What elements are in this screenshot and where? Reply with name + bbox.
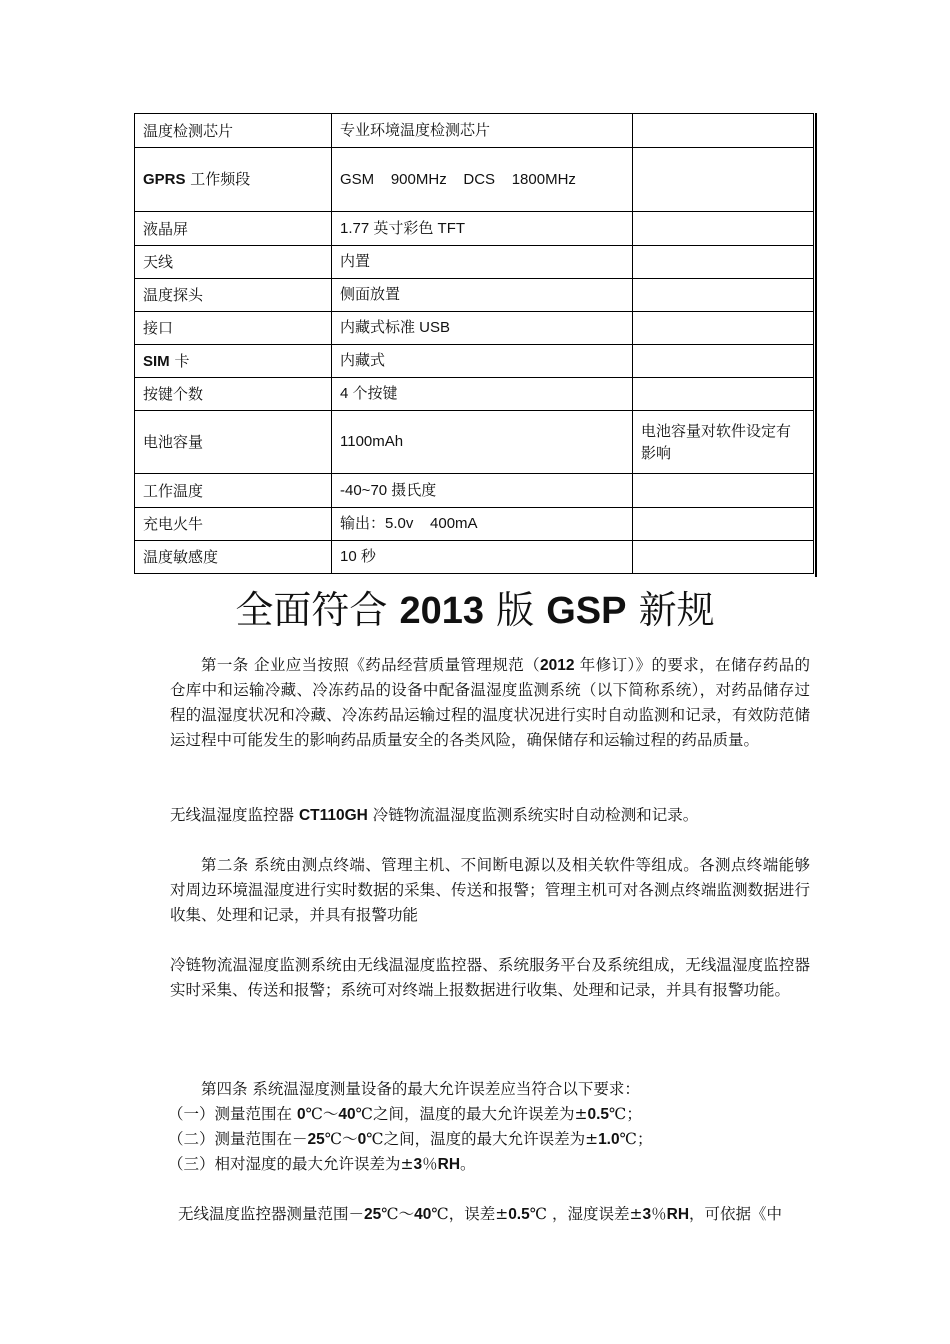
table-row: [135, 378, 814, 411]
spec-name: 电池容量: [143, 433, 204, 451]
spec-value-cell: 内藏式标准 USB: [332, 312, 633, 345]
item-2-text-a: （二）测量范围在－: [168, 1130, 308, 1148]
item-2-v1: 25: [307, 1131, 325, 1148]
spec-value-cell: 10 秒: [332, 541, 633, 574]
spec-name-cell: [135, 148, 332, 212]
spec-name: 工作温度: [143, 481, 204, 500]
note-4-text-d: ℃ ，湿度误差±: [529, 1205, 643, 1223]
item-3-text-b: ％: [422, 1155, 438, 1173]
title-year: 2013: [399, 590, 485, 632]
note-4-text-c: ℃，误差±: [431, 1205, 509, 1223]
item-3-v1: 3: [413, 1156, 423, 1173]
item-1-text-c: ℃之间，温度的最大允许误差为±: [355, 1105, 588, 1123]
spec-name: 充电火牛: [143, 515, 204, 533]
note-4-paragraph: [178, 1202, 818, 1227]
page-title: [0, 584, 950, 637]
article-1-year: 2012: [540, 657, 575, 674]
spec-value-cell: 1100mAh: [332, 411, 633, 474]
note-1-model: CT110GH: [298, 807, 368, 824]
spec-name-cell: [135, 474, 332, 508]
item-1-v2: 40: [338, 1106, 356, 1123]
spec-note-cell: [633, 474, 814, 508]
spec-note-cell: [633, 378, 814, 411]
spec-value-cell: 内藏式: [332, 345, 633, 378]
spec-name: 按键个数: [143, 385, 204, 403]
spec-name-cell: [135, 312, 332, 345]
spec-name-cell: [135, 246, 332, 279]
item-3-v2: RH: [437, 1156, 461, 1173]
note-1-paragraph: [170, 803, 810, 828]
note-4-v5: RH: [666, 1206, 690, 1223]
spec-value-cell: 1.77 英寸彩色 TFT: [332, 212, 633, 246]
spec-value-cell: GSM 900MHz DCS 1800MHz: [332, 148, 633, 212]
item-2-v2: 0: [357, 1131, 367, 1148]
item-1-v3: 0.5: [587, 1106, 610, 1123]
note-4-text-a: 无线温度监控器测量范围－: [178, 1205, 365, 1223]
item-2-text-c: ℃之间，温度的最大允许误差为±: [366, 1130, 599, 1148]
item-1-text-d: ℃；: [609, 1105, 642, 1123]
spec-value-cell: 内置: [332, 246, 633, 279]
spec-name: 工作频段: [185, 170, 251, 188]
article-4-heading: 第四条 系统温湿度测量设备的最大允许误差应当符合以下要求：: [201, 1080, 640, 1098]
spec-note-cell: [633, 541, 814, 574]
article-4-item-3: [168, 1152, 808, 1177]
table-row: [135, 508, 814, 541]
spec-note-cell: [633, 212, 814, 246]
table-row: [135, 212, 814, 246]
article-1-text-b: 年修订）》的要求，在储存药品的仓库中和运输冷藏、冷冻药品的设备中配备温湿度监测系统（以下简称系统），对药品储存过程的温湿度状况和冷藏、冷冻药品运输过程的温度状况进行实时自动监测和记录，有效防范储运过程中可能发生的影响药品质量安全的各类风险，确保储存和运输过程的药品质量。: [170, 656, 810, 749]
spec-value-cell: 专业环境温度检测芯片: [332, 114, 633, 148]
spec-name-cell: [135, 378, 332, 411]
note-4-v4: 3: [642, 1206, 652, 1223]
article-1-paragraph: [170, 653, 810, 753]
spec-note-cell: 电池容量对软件设定有影响: [633, 411, 814, 474]
spec-note-cell: [633, 279, 814, 312]
spec-value-cell: 4 个按键: [332, 378, 633, 411]
title-gsp: GSP: [546, 590, 627, 632]
item-1-text-b: ℃～: [305, 1105, 339, 1123]
spec-name-cell: [135, 541, 332, 574]
spec-name: 天线: [143, 253, 174, 271]
spec-name-cell: [135, 508, 332, 541]
note-4-text-e: ％: [651, 1205, 667, 1223]
title-text-1: 全面符合: [235, 588, 400, 632]
article-4-item-2: [168, 1127, 808, 1152]
note-4-v1: 25: [364, 1206, 382, 1223]
spec-name-cell: [135, 411, 332, 474]
item-1-text-a: （一）测量范围在: [168, 1105, 297, 1123]
spec-note-cell: [633, 148, 814, 212]
note-1-text-a: 无线温湿度监控器: [170, 806, 299, 824]
table-row: [135, 345, 814, 378]
spec-name: 液晶屏: [143, 219, 189, 238]
article-2-paragraph: 第二条 系统由测点终端、管理主机、不间断电源以及相关软件等组成。各测点终端能够对周边环境温湿度进行实时数据的采集、传送和报警；管理主机可对各测点终端监测数据进行收集、处理和记录，并具有报警功能: [170, 856, 810, 924]
item-3-text-c: 。: [460, 1155, 476, 1173]
note-2-paragraph: 冷链物流温湿度监测系统由无线温湿度监控器、系统服务平台及系统组成，无线温湿度监控器实时采集、传送和报警；系统可对终端上报数据进行收集、处理和记录，并具有报警功能。: [170, 956, 810, 999]
table-row: [135, 474, 814, 508]
spec-name: 温度检测芯片: [143, 121, 234, 140]
item-1-v1: 0: [296, 1106, 306, 1123]
spec-name-prefix: GPRS: [143, 171, 186, 188]
item-2-text-d: ℃；: [619, 1130, 653, 1148]
article-1-text-a: 第一条 企业应当按照《药品经营质量管理规范（: [201, 656, 540, 674]
spec-note-cell: [633, 508, 814, 541]
item-3-text-a: （三）相对湿度的最大允许误差为±: [168, 1155, 414, 1173]
spec-name: 温度敏感度: [143, 548, 219, 566]
spec-table: [134, 113, 814, 574]
table-row: [135, 541, 814, 574]
spec-name-cell: [135, 114, 332, 148]
spec-note-cell: [633, 114, 814, 148]
spec-value-cell: -40~70 摄氏度: [332, 474, 633, 508]
table-row: [135, 246, 814, 279]
spec-note-cell: [633, 345, 814, 378]
spec-name-cell: [135, 345, 332, 378]
spec-name-prefix: SIM: [143, 352, 170, 370]
note-4-text-b: ℃～: [381, 1205, 415, 1223]
spec-value-cell: 输出：5.0v 400mA: [332, 508, 633, 541]
item-2-v3: 1.0: [598, 1131, 620, 1148]
spec-name: 卡: [169, 351, 190, 370]
table-row: [135, 148, 814, 212]
title-text-2: 版: [484, 588, 547, 632]
title-text-3: 新规: [626, 588, 715, 632]
table-row: [135, 279, 814, 312]
note-4-v3: 0.5: [508, 1206, 530, 1223]
note-4-text-f: ，可依据《中: [689, 1205, 783, 1223]
spec-note-cell: [633, 312, 814, 345]
table-row: [135, 312, 814, 345]
spec-name-cell: [135, 212, 332, 246]
item-2-text-b: ℃～: [324, 1130, 358, 1148]
spec-value-cell: 侧面放置: [332, 279, 633, 312]
table-row: [135, 411, 814, 474]
note-4-v2: 40: [414, 1206, 432, 1223]
article-4-item-1: [168, 1102, 808, 1127]
spec-name: 接口: [143, 319, 174, 337]
note-1-text-b: 冷链物流温湿度监测系统实时自动检测和记录。: [367, 806, 699, 824]
table-right-border: [815, 113, 817, 577]
spec-name-cell: [135, 279, 332, 312]
spec-name: 温度探头: [143, 286, 204, 304]
table-row: [135, 114, 814, 148]
spec-note-cell: [633, 246, 814, 279]
spec-table-body: [135, 114, 814, 574]
